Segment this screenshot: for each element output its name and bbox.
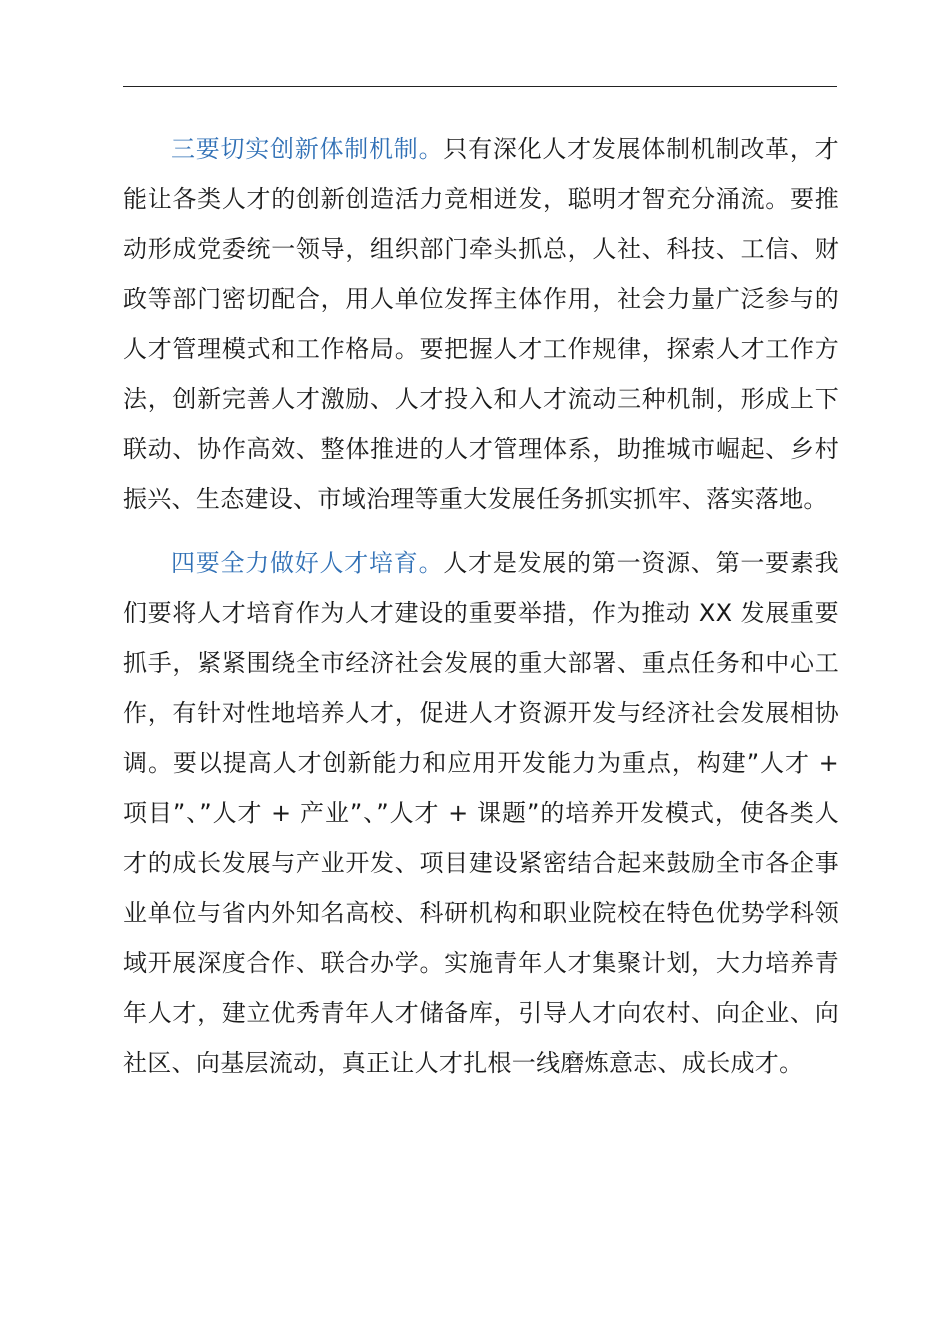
paragraph-text: 只有深化人才发展体制机制改革，才能让各类人才的创新创造活力竞相迸发，聪明才智充分涌流。要推动形成党委统一领导，组织部门牵头抓总，人社、科技、工信、财政等部门密切配合，用人单位发挥主体作用，社会力量广泛参与的人才管理模式和工作格局。要把握人才工作规律，探索人才工作方法，创新完善人才激励、人才投入和人才流动三种机制，形成上下联动、协作高效、整体推进的人才管理体系，助推城市崛起、乡村振兴、生态建设、市域治理等重大发展任务抓实抓牢、落实落地。 xyxy=(123,135,839,513)
document-body xyxy=(123,124,839,1088)
paragraph-heading: 四要全力做好人才培育。 xyxy=(171,549,444,577)
paragraph-text: 人才是发展的第一资源、第一要素我们要将人才培育作为人才建设的重要举措，作为推动 XX 发展重要抓手，紧紧围绕全市经济社会发展的重大部署、重点任务和中心工作，有针对性地培养人才，促进人才资源开发与经济社会发展相协调。要以提高人才创新能力和应用开发能力为重点，构建”人才 + 项目”、”人才 + 产业”、”人才 + 课题”的培养开发模式，使各类人才的成长发展与产业开发、项目建设紧密结合起来鼓励全市各企事业单位与省内外知名高校、科研机构和职业院校在特色优势学科领域开展深度合作、联合办学。实施青年人才集聚计划，大力培养青年人才，建立优秀青年人才储备库，引导人才向农村、向企业、向社区、向基层流动，真正让人才扎根一线磨炼意志、成长成才。 xyxy=(123,549,839,1077)
paragraph-talent-cultivation xyxy=(123,538,839,1088)
paragraph-heading: 三要切实创新体制机制。 xyxy=(171,135,444,163)
paragraph-innovate-mechanisms xyxy=(123,124,839,524)
header-rule xyxy=(123,86,837,87)
